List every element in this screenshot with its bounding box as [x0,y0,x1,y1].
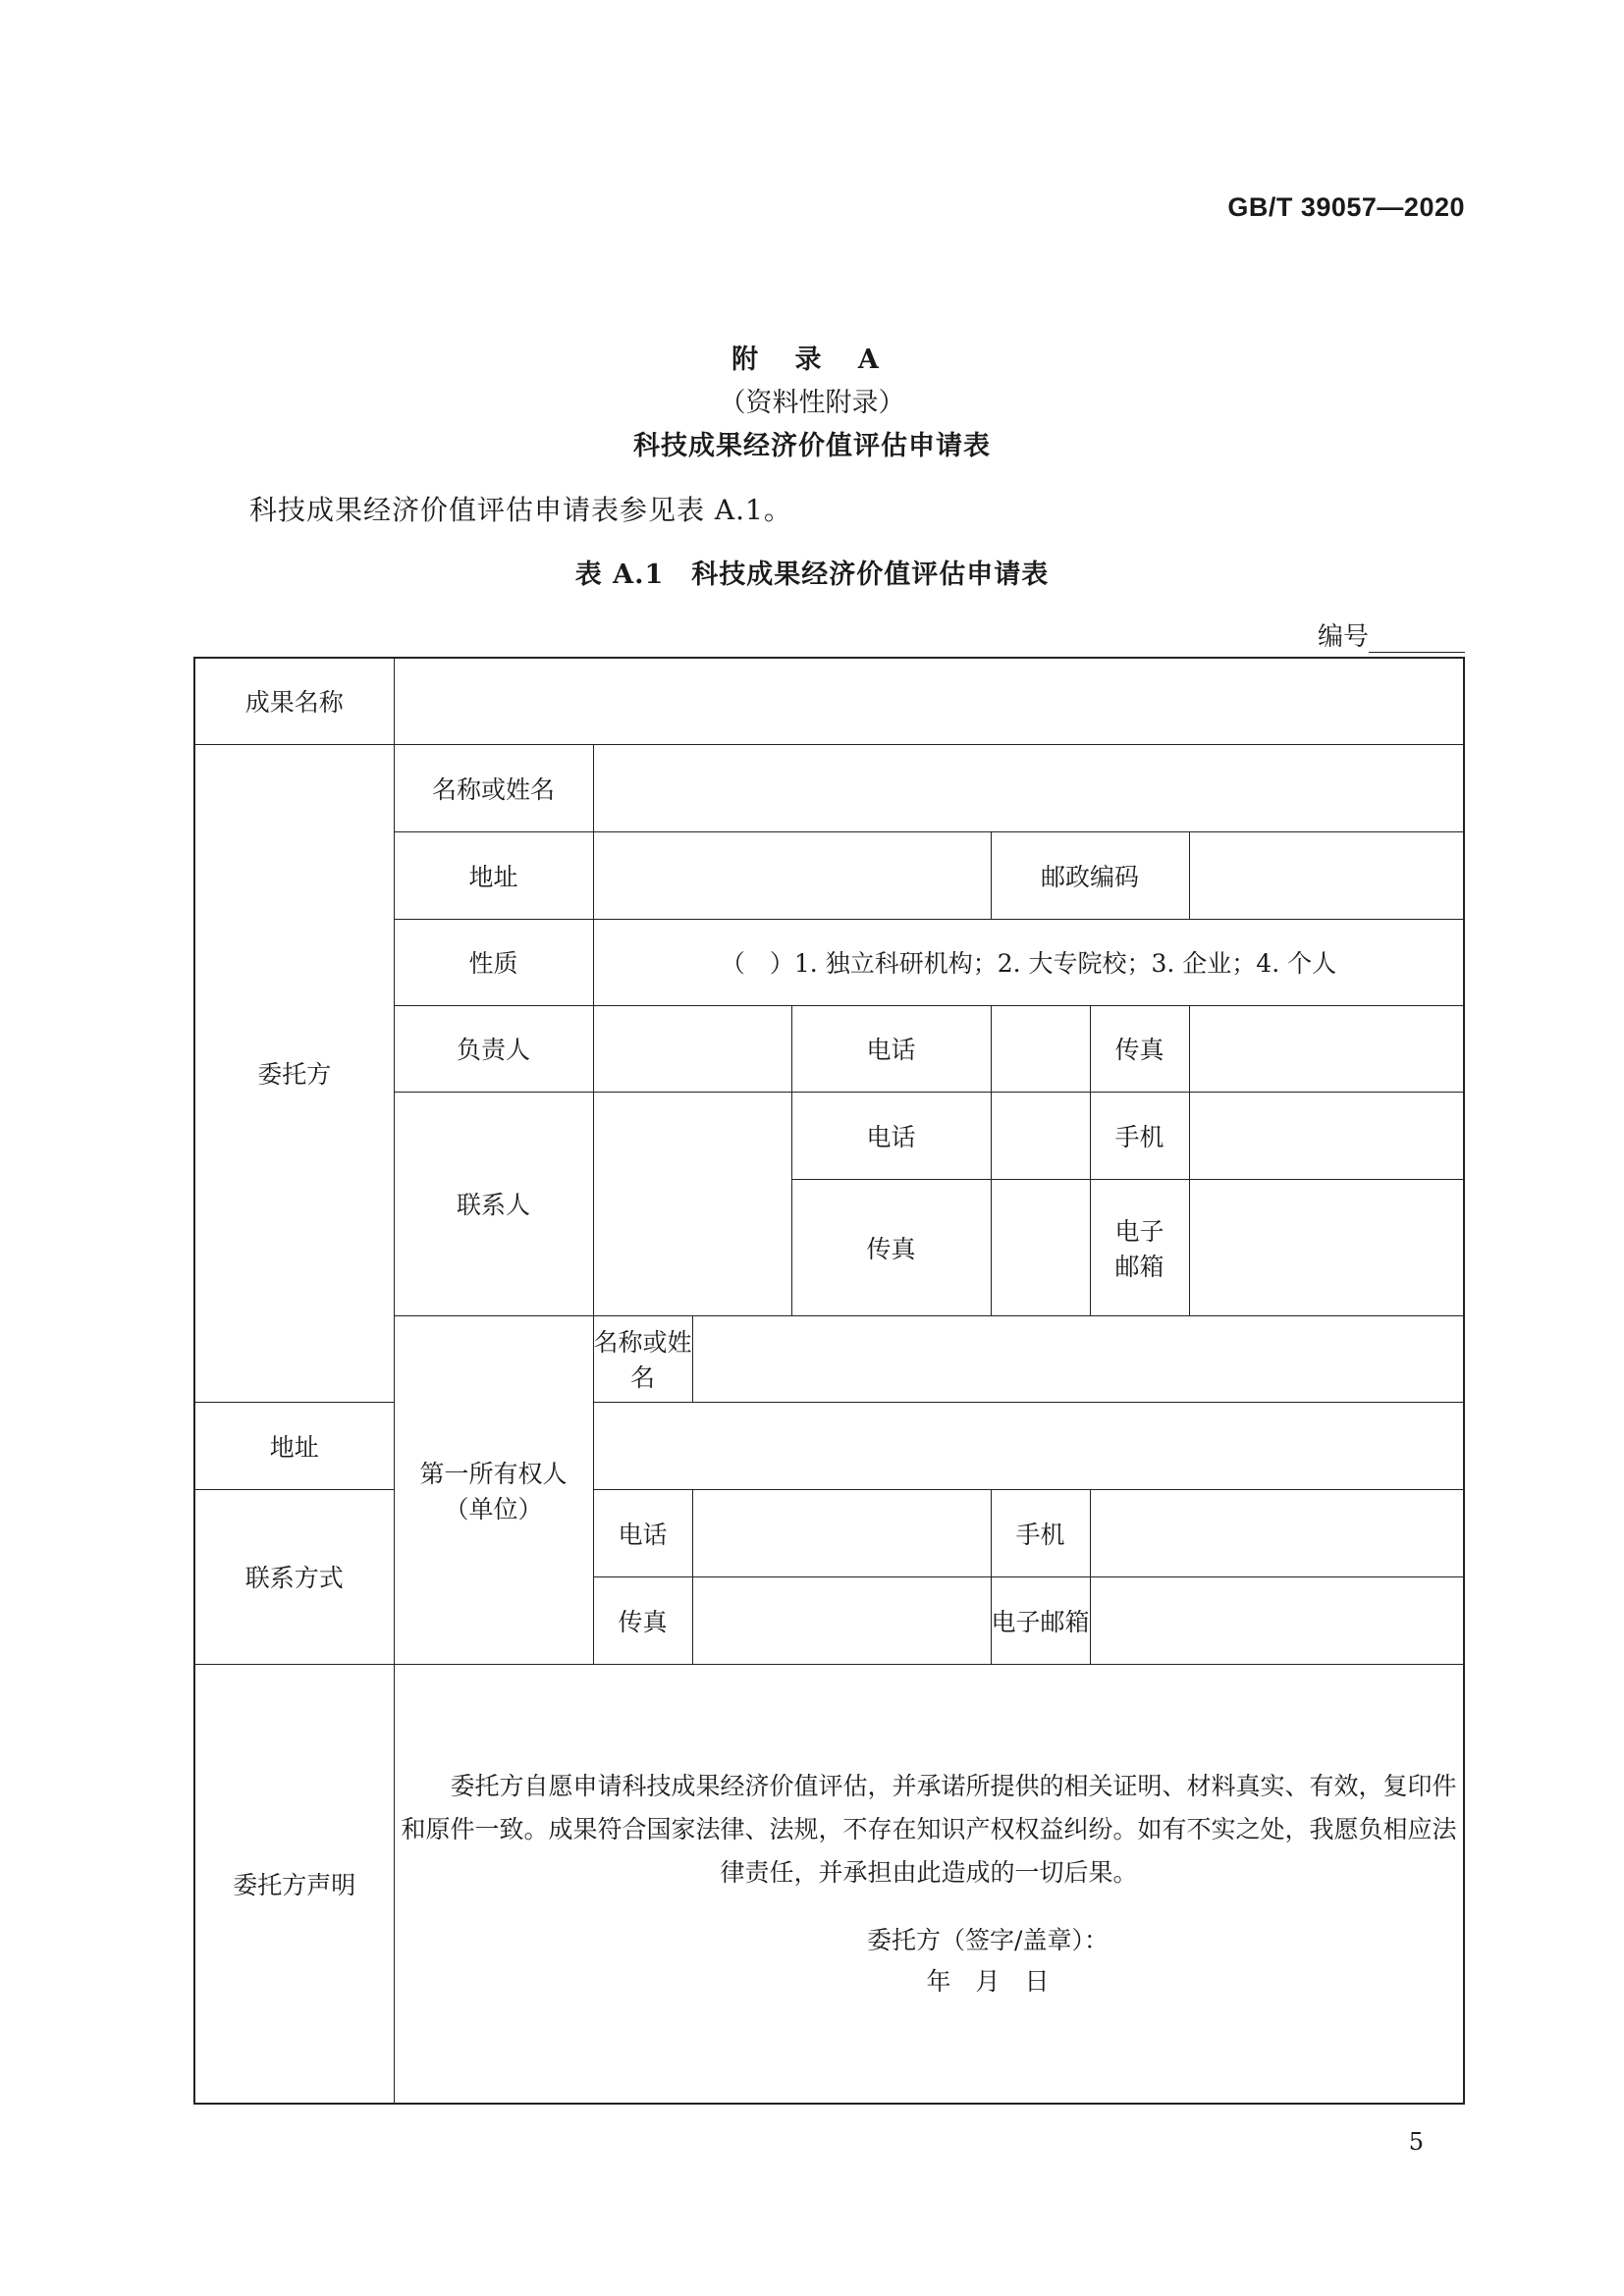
achievement-name-cell[interactable] [394,658,1464,744]
intro-text: 科技成果经济价值评估申请表参见表 A.1。 [249,494,792,526]
achievement-name-label: 成果名称 [194,658,394,744]
client-contact-phone-label: 电话 [791,1092,991,1179]
client-contact-cell[interactable] [593,1092,791,1315]
serial-blank [1369,626,1465,653]
owner-fax-cell[interactable] [692,1576,991,1664]
client-postcode-label: 邮政编码 [991,831,1189,919]
client-name-label: 名称或姓名 [394,744,593,831]
client-leader-phone-label: 电话 [791,1005,991,1092]
serial-label: 编号 [1317,622,1369,652]
client-leader-phone-cell[interactable] [991,1005,1090,1092]
owner-address-cell[interactable] [593,1402,1464,1489]
client-contact-fax-label: 传真 [791,1179,991,1315]
client-contact-email-label [1090,1179,1189,1315]
owner-mobile-cell[interactable] [1090,1489,1464,1576]
client-nature-options[interactable]: （ ）1. 独立科研机构；2. 大专院校；3. 企业；4. 个人 [593,919,1464,1005]
client-name-cell[interactable] [593,744,1464,831]
client-nature-label: 性质 [394,919,593,1005]
date-label: 年 月 日 [926,1966,1050,1996]
owner-address-label: 地址 [194,1402,394,1489]
declaration-signature-block [395,1920,1464,2002]
email-label-line1: 电子 [1114,1216,1164,1246]
signature-label[interactable]: 委托方（签字/盖章）： [867,1925,1109,1954]
client-leader-label: 负责人 [394,1005,593,1092]
client-address-cell[interactable] [593,831,991,919]
owner-mobile-label: 手机 [991,1489,1090,1576]
client-leader-fax-cell[interactable] [1189,1005,1464,1092]
client-address-label: 地址 [394,831,593,919]
appendix-subtitle: （资料性附录） [719,388,905,418]
owner-label-line1: 第一所有权人 [419,1459,568,1488]
declaration-section-label: 委托方声明 [194,1664,394,2104]
client-contact-email-cell[interactable] [1189,1179,1464,1315]
declaration-cell [394,1664,1464,2104]
client-contact-mobile-cell[interactable] [1189,1092,1464,1179]
client-contact-fax-cell[interactable] [991,1179,1090,1315]
client-contact-mobile-label: 手机 [1090,1092,1189,1179]
owner-contact-method-label: 联系方式 [194,1489,394,1664]
client-leader-cell[interactable] [593,1005,791,1092]
client-section-label: 委托方 [194,744,394,1402]
owner-fax-label: 传真 [593,1576,692,1664]
owner-label-line2: （单位） [444,1494,543,1523]
page-number: 5 [1408,2128,1424,2156]
table-title: 表 A.1 科技成果经济价值评估申请表 [574,560,1050,590]
email-label-line2: 邮箱 [1114,1252,1164,1281]
standard-code: GB/T 39057—2020 [1227,192,1465,222]
owner-phone-cell[interactable] [692,1489,991,1576]
appendix-title: 附 录 A [731,345,893,375]
client-contact-label: 联系人 [394,1092,593,1315]
owner-name-label: 名称或姓名 [593,1315,692,1402]
client-postcode-cell[interactable] [1189,831,1464,919]
owner-email-label: 电子邮箱 [991,1576,1090,1664]
owner-name-cell[interactable] [692,1315,1464,1402]
appendix-name: 科技成果经济价值评估申请表 [633,431,991,461]
owner-email-cell[interactable] [1090,1576,1464,1664]
client-leader-fax-label: 传真 [1090,1005,1189,1092]
declaration-text: 委托方自愿申请科技成果经济价值评估，并承诺所提供的相关证明、材料真实、有效，复印件和原件一致。成果符合国家法律、法规，不存在知识产权权益纠纷。如有不实之处，我愿负相应法律责任，并承担由此造成的一切后果。 [401,1771,1457,1887]
application-form-table [193,657,1465,2105]
owner-phone-label: 电话 [593,1489,692,1576]
serial-number-field [1318,616,1465,653]
owner-section-label [394,1315,593,1664]
client-contact-phone-cell[interactable] [991,1092,1090,1179]
